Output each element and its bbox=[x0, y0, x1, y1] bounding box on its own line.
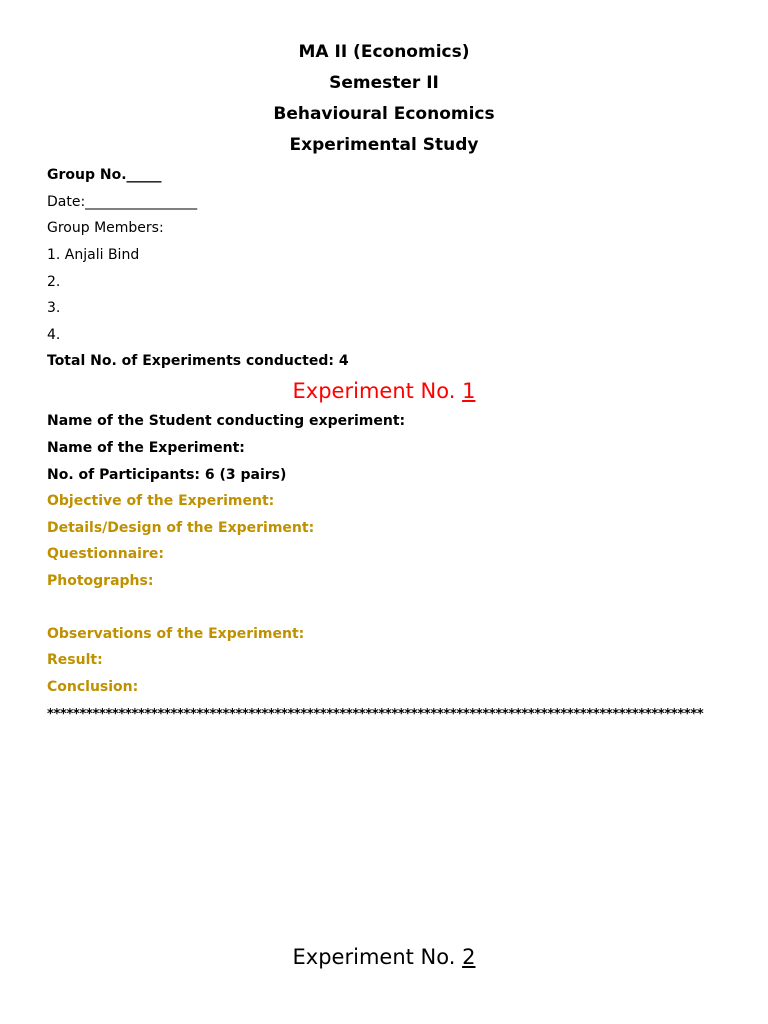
group-member-2: 2. bbox=[47, 274, 61, 290]
semester-title: Semester II bbox=[329, 73, 439, 93]
section-separator: ***************************************************************************************************** bbox=[47, 707, 704, 722]
result-heading: Result: bbox=[47, 652, 103, 668]
experiment-name-field: Name of the Experiment: bbox=[47, 440, 245, 456]
study-title: Experimental Study bbox=[289, 135, 479, 155]
group-member-1: 1. Anjali Bind bbox=[47, 247, 140, 263]
experiment-1-heading-prefix: Experiment No. bbox=[292, 379, 456, 403]
group-member-3: 3. bbox=[47, 300, 61, 316]
questionnaire-heading: Questionnaire: bbox=[47, 546, 164, 562]
conclusion-heading: Conclusion: bbox=[47, 679, 139, 695]
experiment-1-heading bbox=[0, 379, 768, 403]
experiment-2-number: 2 bbox=[462, 945, 476, 969]
course-title: MA II (Economics) bbox=[298, 42, 470, 62]
observations-heading: Observations of the Experiment: bbox=[47, 626, 305, 642]
student-name-field: Name of the Student conducting experiment: bbox=[47, 413, 406, 429]
photographs-heading: Photographs: bbox=[47, 573, 154, 589]
group-no-field: Group No._____ bbox=[47, 167, 162, 183]
total-experiments: Total No. of Experiments conducted: 4 bbox=[47, 353, 349, 369]
objective-heading: Objective of the Experiment: bbox=[47, 493, 275, 509]
group-member-4: 4. bbox=[47, 327, 61, 343]
group-members-label: Group Members: bbox=[47, 220, 164, 236]
participants-field: No. of Participants: 6 (3 pairs) bbox=[47, 467, 287, 483]
experiment-2-heading bbox=[0, 945, 768, 969]
experiment-2-heading-prefix: Experiment No. bbox=[292, 945, 456, 969]
details-heading: Details/Design of the Experiment: bbox=[47, 520, 315, 536]
subject-title: Behavioural Economics bbox=[273, 104, 495, 124]
experiment-1-number: 1 bbox=[462, 379, 476, 403]
date-field: Date:________________ bbox=[47, 194, 198, 210]
